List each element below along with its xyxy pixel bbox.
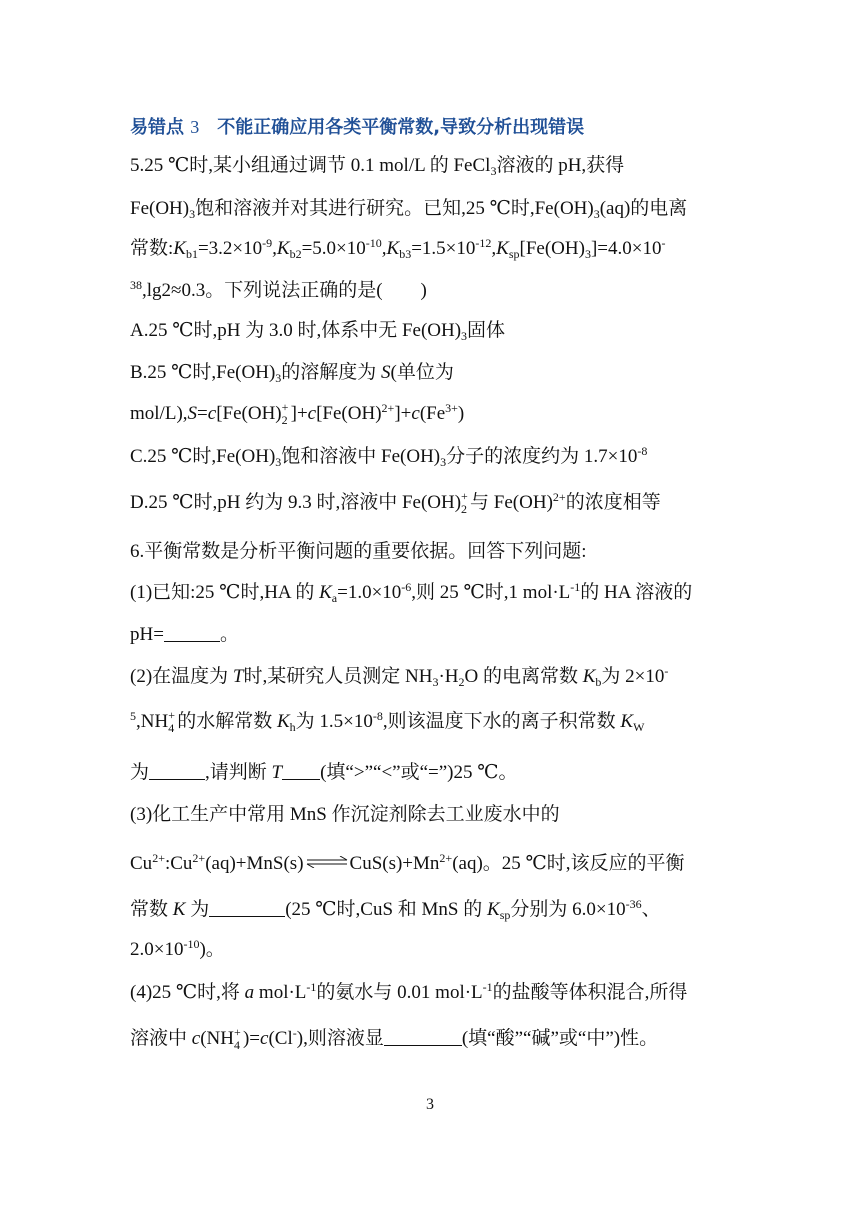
answer-blank[interactable] (209, 900, 285, 917)
q5-option-b-line-2: mol/L),S=c[Fe(OH) + 2 ]$+c[Fe(OH)^{2+}]+c(Fe^{3+})$ (130, 400, 465, 428)
q6-part-2-line-1: (2)在温度为 T时,某研究人员测定 $NH_3\cdot H_2O$ 的电离常数 $K_b$为 2×10- (130, 664, 669, 689)
q6-part-1-line-1: (1)已知:25 ℃时,HA 的 $K_a=1.0\times 10^{-6}$,则 25 ℃时,1 $mol\cdot L^{-1}$的 HA 溶液的 (130, 580, 693, 605)
charge-stack: + 4 (233, 1025, 241, 1053)
page-number: 3 (426, 1096, 434, 1113)
q5-line-2: $Fe(OH)_3$饱和溶液并对其进行研究。已知,25 ℃时$,Fe(OH)_3(aq)$的电离 (130, 198, 688, 221)
q6-part-2-line-2: $^5$,NH + 4 的水解常数 $K_h$为 $1.5\times 10^{-8}$,则该温度下水的离子积常数 $K_W$ (130, 708, 645, 736)
heading-number: 3 (190, 117, 200, 137)
q6-part-2-line-3: 为 ,请判断 T (填“>”“<”或“=”)25 ℃。 (130, 762, 518, 783)
q5-line-3: 常数$:K_{b1}=3.2\times 10^{-9},K_{b2}=5.0\times 10^{-10},K_{b3}=1.5\times 10^{-12},K_{sp}[Fe(OH)_3]=4.0\times 10^-$ (130, 236, 666, 261)
q5-line-1: 5.25 ℃时,某小组通过调节 0.1 mol/L 的 FeCl$_3$溶液的 pH,获得 (130, 155, 625, 178)
q5-option-c: C.25 ℃时$,Fe(OH)_3$饱和溶液中 $Fe(OH)_3$分子的浓度约为 $1.7\times 10^{-8}$ (130, 444, 648, 469)
charge-stack: + 2 (281, 400, 289, 428)
q6-part-3-line-2: $Cu^{2+}:Cu^{2+}(aq)+MnS(s)$ $CuS(s)+Mn^{2+}(aq)$。25 ℃时,该反应的平衡 (130, 851, 685, 874)
q6-intro: 6.平衡常数是分析平衡问题的重要依据。回答下列问题: (130, 541, 587, 562)
section-heading (130, 118, 584, 137)
q6-part-3-line-1: (3)化工生产中常用 MnS 作沉淀剂除去工业废水中的 (130, 804, 560, 825)
answer-blank[interactable] (384, 1029, 462, 1046)
q6-part-1-line-2: pH= 。 (130, 624, 239, 645)
equilibrium-arrow-icon (306, 856, 348, 868)
q6-part-3-line-3: 常数 K 为 (25 ℃时,CuS 和 MnS 的 $K_{sp}$分别为 $6.0\times 10^{-36}$、 (130, 897, 661, 922)
q6-part-4-line-1: (4)25 ℃时,将 a $mol\cdot L^{-1}$的氨水与 0.01 $mol\cdot L^{-1}$的盐酸等体积混合,所得 (130, 980, 688, 1003)
q5-line-4: $^{38}$,lg2≈0.3。下列说法正确的是( ) (130, 278, 427, 301)
q6-part-4-line-2: 溶液中 c(NH + 4 )=c(Cl-),则溶液显 (填“酸”“碱”或“中”)性。 (130, 1025, 659, 1053)
q6-part-3-line-4: $2.0\times 10^{-10}$)。 (130, 937, 225, 960)
answer-blank[interactable] (164, 625, 220, 642)
answer-blank[interactable] (149, 763, 205, 780)
heading-prefix: 易错点 (130, 117, 191, 138)
q5-option-d: D.25 ℃时,pH 约为 9.3 时,溶液中 Fe(OH) + 2 与 Fe(OH)$^{2+}$的浓度相等 (130, 489, 661, 517)
q5-option-b-line-1: B.25 ℃时$,Fe(OH)_3$的溶解度为 S(单位为 (130, 362, 454, 385)
charge-stack: + 4 (168, 708, 175, 736)
answer-blank[interactable] (282, 763, 320, 780)
charge-stack: + 2 (461, 489, 468, 517)
heading-text: 不能正确应用各类平衡常数,导致分析出现错误 (199, 117, 585, 138)
q5-option-a: A.25 ℃时,pH 为 3.0 时,体系中无 $Fe(OH)_3$固体 (130, 320, 506, 343)
